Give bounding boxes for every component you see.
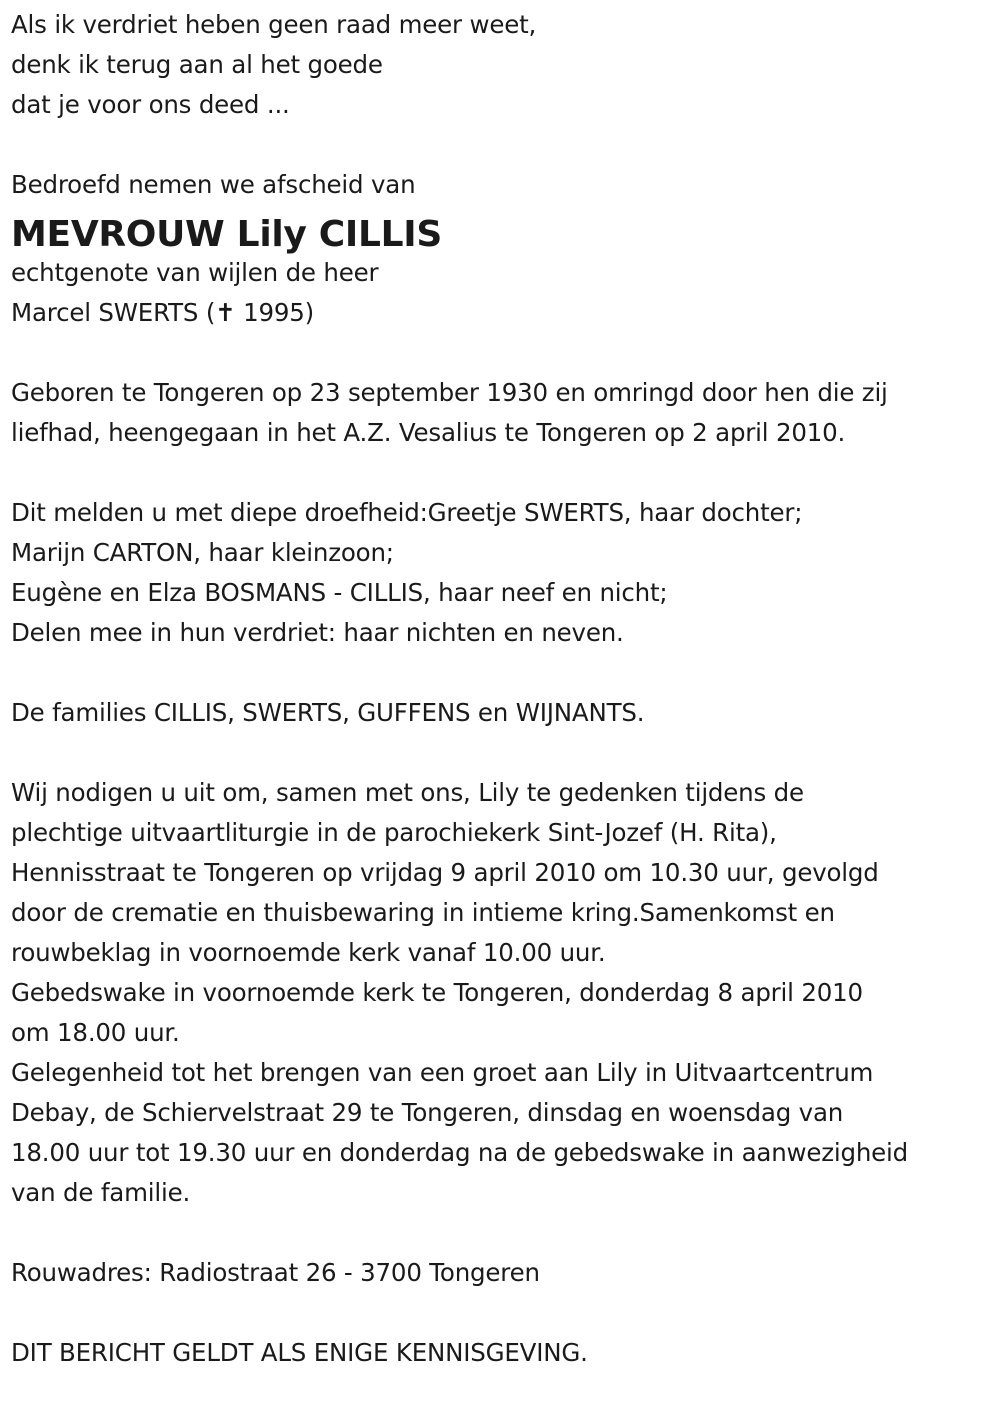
ceremony-line: Hennisstraat te Tongeren op vrijdag 9 april 2010 om 10.30 uur, gevolgd: [11, 858, 879, 887]
birth-line: Geboren te Tongeren op 23 september 1930 en omringd door hen die zij: [11, 378, 888, 407]
family-line: Delen mee in hun verdriet: haar nichten en neven.: [11, 618, 624, 647]
ceremony-line: 18.00 uur tot 19.30 uur en donderdag na de gebedswake in aanwezigheid: [11, 1138, 909, 1167]
ceremony-line: Gelegenheid tot het brengen van een groet aan Lily in Uitvaartcentrum: [11, 1058, 874, 1087]
family-paragraph: [11, 493, 989, 653]
closing-line: DIT BERICHT GELDT ALS ENIGE KENNISGEVING.: [11, 1338, 588, 1367]
ceremony-line: plechtige uitvaartliturgie in de parochiekerk Sint-Jozef (H. Rita),: [11, 818, 777, 847]
spouse-line: Marcel SWERTS (✝ 1995): [11, 298, 315, 327]
intro-text: Bedroefd nemen we afscheid van: [11, 170, 416, 199]
ceremony-line: Wij nodigen u uit om, samen met ons, Lily te gedenken tijdens de: [11, 778, 804, 807]
ceremony-line: van de familie.: [11, 1178, 191, 1207]
ceremony-line: door de crematie en thuisbewaring in intieme kring.Samenkomst en: [11, 898, 835, 927]
deceased-name: MEVROUW Lily CILLIS: [11, 214, 443, 255]
ceremony-line: rouwbeklag in voornoemde kerk vanaf 10.00 uur.: [11, 938, 606, 967]
ceremony-line: om 18.00 uur.: [11, 1018, 180, 1047]
family-line: Eugène en Elza BOSMANS - CILLIS, haar neef en nicht;: [11, 578, 668, 607]
address-line: Rouwadres: Radiostraat 26 - 3700 Tongeren: [11, 1258, 540, 1287]
family-line: Dit melden u met diepe droefheid:Greetje SWERTS, haar dochter;: [11, 498, 803, 527]
ceremony-paragraph: [11, 773, 989, 1213]
ceremony-line: Gebedswake in voornoemde kerk te Tongeren, donderdag 8 april 2010: [11, 978, 863, 1007]
birth-paragraph: [11, 373, 989, 453]
spouse-line: echtgenote van wijlen de heer: [11, 258, 379, 287]
ceremony-line: Debay, de Schiervelstraat 29 te Tongeren, dinsdag en woensdag van: [11, 1098, 844, 1127]
poem-line: dat je voor ons deed ...: [11, 90, 290, 119]
families-line: De families CILLIS, SWERTS, GUFFENS en WIJNANTS.: [11, 698, 645, 727]
poem: [11, 5, 989, 125]
poem-line: Als ik verdriet heben geen raad meer weet,: [11, 10, 537, 39]
family-line: Marijn CARTON, haar kleinzoon;: [11, 538, 394, 567]
poem-line: denk ik terug aan al het goede: [11, 50, 383, 79]
birth-line: liefhad, heengegaan in het A.Z. Vesalius te Tongeren op 2 april 2010.: [11, 418, 846, 447]
